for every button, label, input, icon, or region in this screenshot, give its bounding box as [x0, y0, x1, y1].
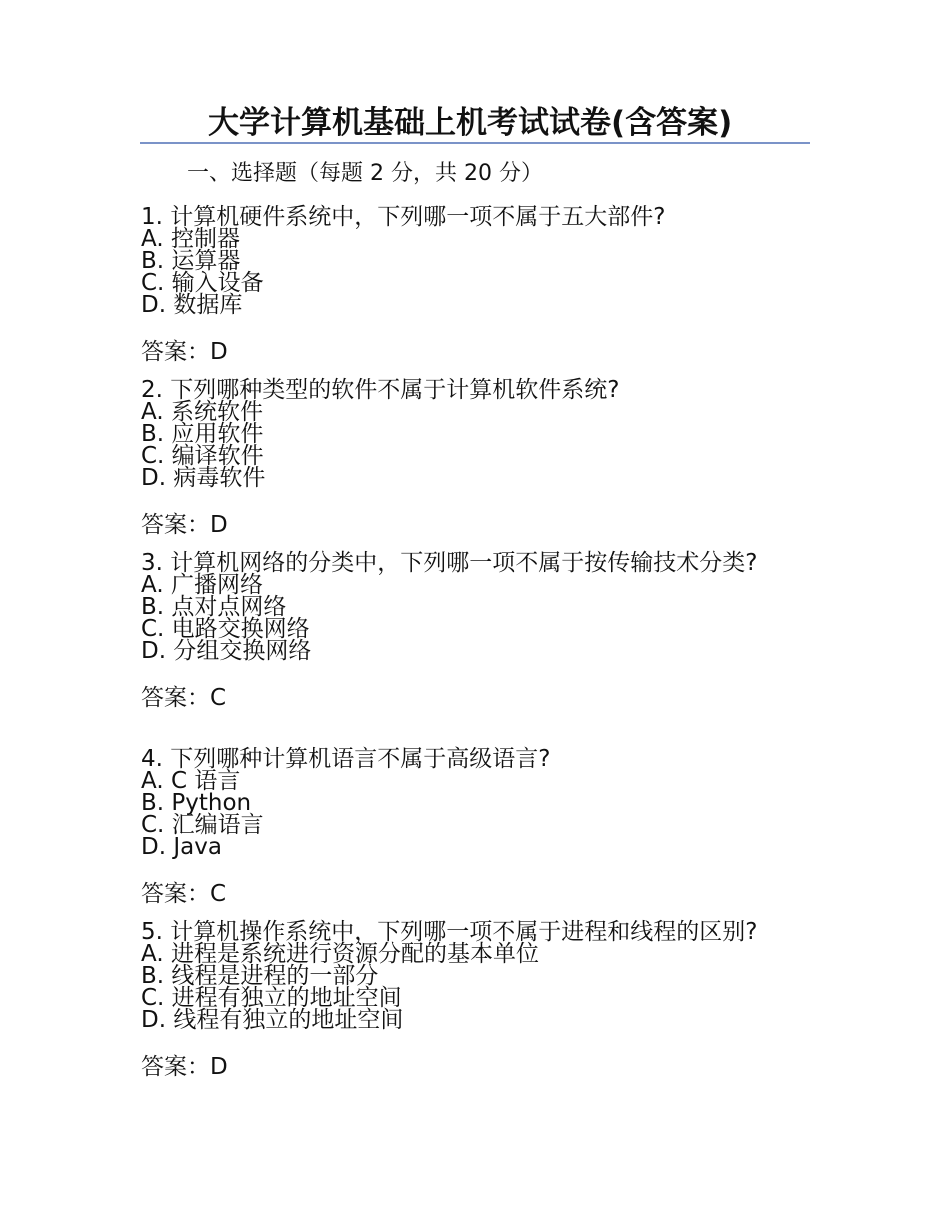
- question-text: 1. 计算机硬件系统中，下列哪一项不属于五大部件?: [141, 204, 666, 230]
- question-5: [141, 919, 781, 1081]
- question-text: 4. 下列哪种计算机语言不属于高级语言?: [141, 746, 551, 772]
- question-text: 3. 计算机网络的分类中，下列哪一项不属于按传输技术分类?: [141, 550, 758, 576]
- option-a: A. 系统软件: [141, 399, 263, 425]
- question-3: [141, 550, 781, 712]
- question-2: [141, 377, 781, 539]
- option-b: B. 点对点网络: [141, 594, 287, 620]
- option-b: B. Python: [141, 790, 252, 816]
- option-b: B. 运算器: [141, 248, 241, 274]
- question-text: 2. 下列哪种类型的软件不属于计算机软件系统?: [141, 377, 620, 403]
- question-4: [141, 746, 781, 908]
- answer: 答案：C: [141, 881, 227, 907]
- option-c: C. 电路交换网络: [141, 616, 310, 642]
- answer: 答案：C: [141, 685, 227, 711]
- option-b: B. 线程是进程的一部分: [141, 963, 379, 989]
- option-c: C. 进程有独立的地址空间: [141, 985, 402, 1011]
- option-d: D. 线程有独立的地址空间: [141, 1007, 404, 1033]
- question-1: [141, 204, 781, 366]
- section-heading: 一、选择题（每题 2 分，共 20 分）: [187, 161, 543, 186]
- option-d: D. Java: [141, 834, 222, 860]
- option-d: D. 数据库: [141, 292, 243, 318]
- option-a: A. 广播网络: [141, 572, 263, 598]
- option-c: C. 汇编语言: [141, 812, 264, 838]
- answer: 答案：D: [141, 339, 228, 365]
- option-c: C. 编译软件: [141, 443, 264, 469]
- option-c: C. 输入设备: [141, 270, 264, 296]
- option-a: A. 控制器: [141, 226, 240, 252]
- page-title: 大学计算机基础上机考试试卷(含答案): [208, 105, 733, 141]
- answer: 答案：D: [141, 1054, 228, 1080]
- question-text: 5. 计算机操作系统中，下列哪一项不属于进程和线程的区别?: [141, 919, 758, 945]
- title-block: [140, 104, 810, 144]
- option-d: D. 分组交换网络: [141, 638, 312, 664]
- answer: 答案：D: [141, 512, 228, 538]
- option-b: B. 应用软件: [141, 421, 264, 447]
- option-a: A. C 语言: [141, 768, 241, 794]
- option-d: D. 病毒软件: [141, 465, 266, 491]
- option-a: A. 进程是系统进行资源分配的基本单位: [141, 941, 539, 967]
